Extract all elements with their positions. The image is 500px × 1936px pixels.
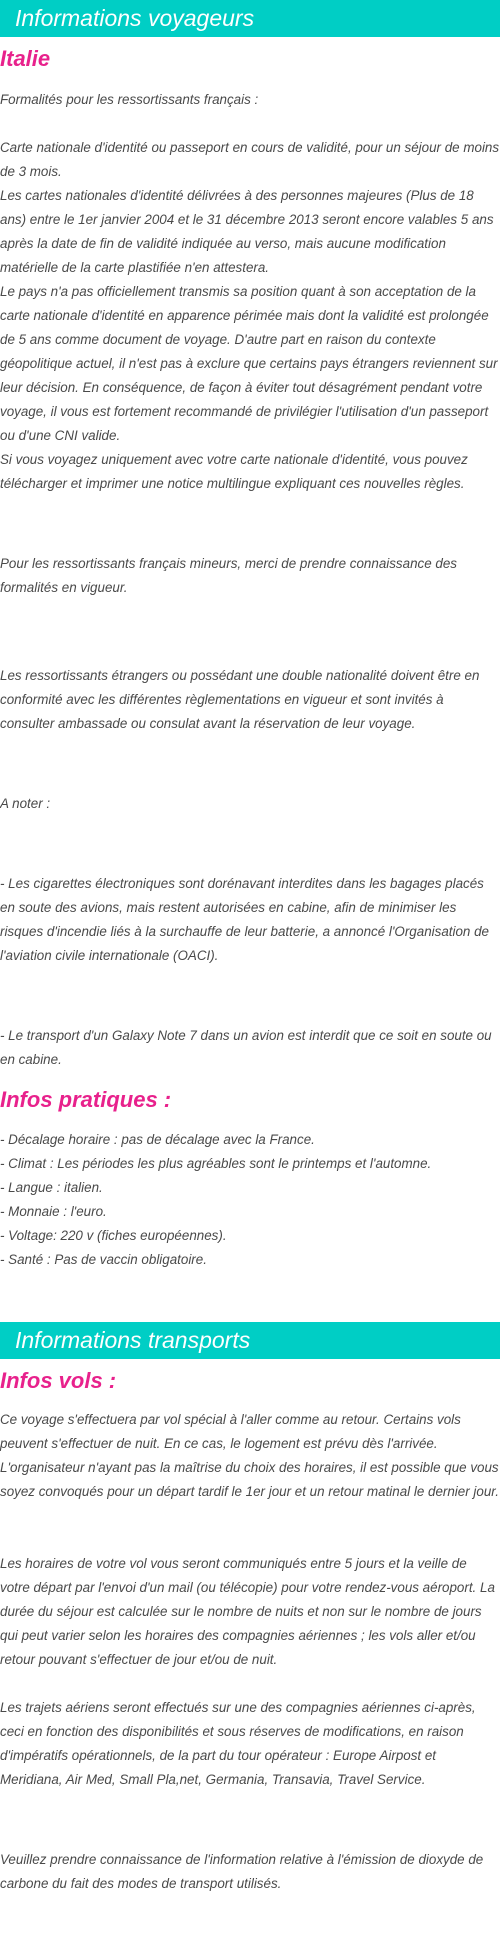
country-heading: Italie xyxy=(0,46,51,71)
co2-paragraph: Veuillez prendre connaissance de l'information relative à l'émission de dioxyde de carbone du fait des modes de transport utilisés. xyxy=(0,1852,484,1891)
vol-special-paragraph: Ce voyage s'effectuera par vol spécial à l'aller comme au retour. Certains vols peuvent s'effectuer de nuit. En ce cas, le logement est prévu dès l'arrivée. L'organisateur n'ayant pas la maîtrise du choix des horaires, il est possible que vous soyez convoqués pour un départ tardif le 1er jour et un retour matinal le dernier jour. xyxy=(0,1412,499,1499)
compagnies-paragraph: Les trajets aériens seront effectués sur une des compagnies aériennes ci-après, ceci en fonction des disponibilités et sous réserves de modifications, en raison d'impératifs opérationnels, de la part du tour opérateur : Europe Airpost et Meridiana, Air Med, Small Pla,net, Germania, Transavia, Travel Service. xyxy=(0,1700,476,1787)
section-banner-voyageurs: Informations voyageurs xyxy=(0,0,500,37)
minors-paragraph: Pour les ressortissants français mineurs, merci de prendre connaissance des formalités en vigueur. xyxy=(0,556,457,595)
formalites-intro: Formalités pour les ressortissants français : xyxy=(0,92,259,107)
pratique-item: - Monnaie : l'euro. xyxy=(0,1204,107,1219)
pratique-item: - Voltage: 220 v (fiches européennes). xyxy=(0,1228,227,1243)
pratique-item: - Climat : Les périodes les plus agréables sont le printemps et l'automne. xyxy=(0,1156,432,1171)
id-card-paragraph: Carte nationale d'identité ou passeport en cours de validité, pour un séjour de moins de 3 mois. xyxy=(0,140,500,179)
horaires-paragraph: Les horaires de votre vol vous seront communiqués entre 5 jours et la veille de votre départ par l'envoi d'un mail (ou télécopie) pour votre rendez-vous aéroport. La durée du séjour est calculée sur le nombre de nuits et non sur le nombre de jours qui peut varier selon les horaires des compagnies aériennes ; les vols aller et/ou retour pouvant s'effectuer de jour et/ou de nuit. xyxy=(0,1556,495,1667)
pratique-item: - Décalage horaire : pas de décalage avec la France. xyxy=(0,1132,315,1147)
note-label: A noter : xyxy=(0,796,51,811)
country-position-paragraph: Le pays n'a pas officiellement transmis sa position quant à son acceptation de la carte nationale d'identité en apparence périmée mais dont la validité est prolongée de 5 ans comme document de voyage. D'autre part en raison du contexte géopolitique actuel, il n'est pas à exclure que certains pays étrangers reviennent sur leur décision. En conséquence, de façon à éviter tout désagrément pendant votre voyage, il vous est fortement recommandé de privilégier l'utilisation d'un passeport ou d'une CNI valide. xyxy=(0,284,498,443)
infos-vols-heading: Infos vols : xyxy=(0,1368,117,1393)
e-cigarette-note: - Les cigarettes électroniques sont dorénavant interdites dans les bagages placés en soute des avions, mais restent autorisées en cabine, afin de minimiser les risques d'incendie liés à la surchauffe de leur batterie, a annoncé l'Organisation de l'aviation civile internationale (OACI). xyxy=(0,876,489,963)
pratique-item: - Langue : italien. xyxy=(0,1180,103,1195)
id-validity-paragraph: Les cartes nationales d'identité délivrées à des personnes majeures (Plus de 18 ans) entre le 1er janvier 2004 et le 31 décembre 2013 seront encore valables 5 ans après la date de fin de validité indiquée au verso, mais aucune modification matérielle de la carte plastifiée n'en attestera. xyxy=(0,188,494,275)
foreign-nationals-paragraph: Les ressortissants étrangers ou possédant une double nationalité doivent être en conformité avec les différentes règlementations en vigueur et sont invités à consulter ambassade ou consulat avant la réservation de leur voyage. xyxy=(0,668,480,731)
multilingual-notice-paragraph: Si vous voyagez uniquement avec votre carte nationale d'identité, vous pouvez télécharger et imprimer une notice multilingue expliquant ces nouvelles règles. xyxy=(0,452,468,491)
infos-pratiques-heading: Infos pratiques : xyxy=(0,1087,172,1112)
section-banner-transports: Informations transports xyxy=(0,1322,500,1359)
galaxy-note-note: - Le transport d'un Galaxy Note 7 dans un avion est interdit que ce soit en soute ou en cabine. xyxy=(0,1028,492,1067)
pratique-item: - Santé : Pas de vaccin obligatoire. xyxy=(0,1252,207,1267)
